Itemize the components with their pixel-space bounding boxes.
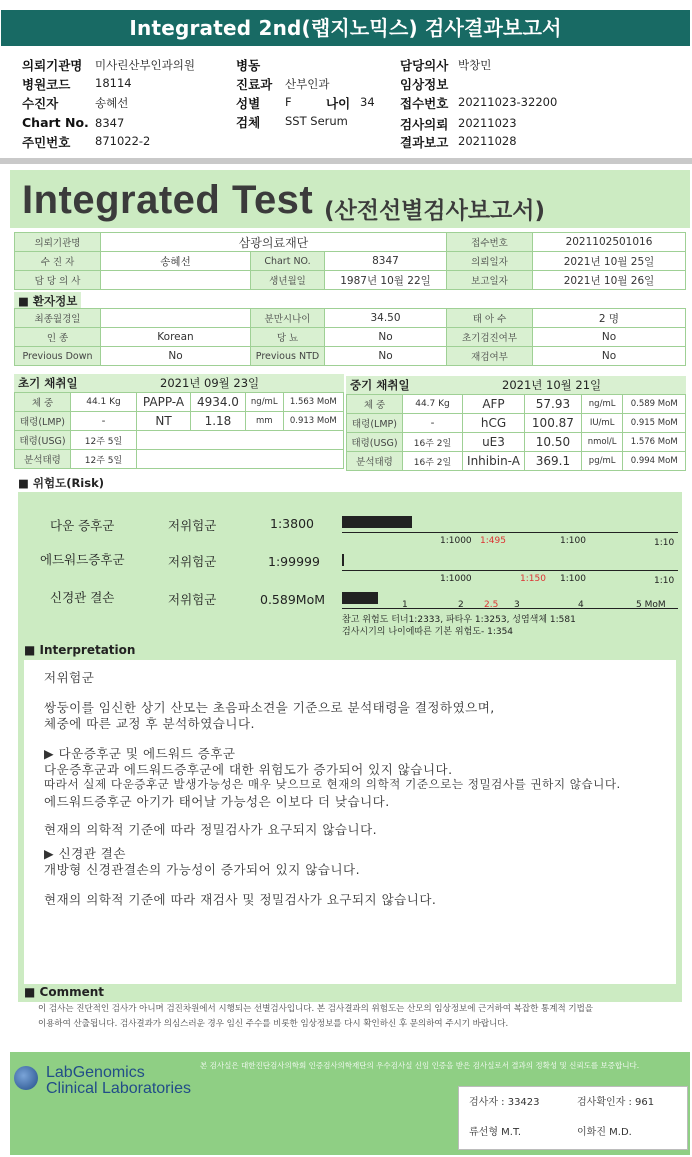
acc-value: 2021102501016 xyxy=(533,233,686,252)
second-analysis-label: 분석태령 xyxy=(347,452,403,471)
lmp-label: 최종월경일 xyxy=(15,309,101,328)
tester-name: 류선형 M.T. xyxy=(469,1127,522,1138)
dept-label: 진료과 xyxy=(236,77,273,92)
report-header xyxy=(0,0,692,52)
first-analysis-label: 분석태령 xyxy=(15,450,71,469)
risk-value-down: 1:3800 xyxy=(270,516,314,531)
receipt-value: 20211023-32200 xyxy=(458,95,558,109)
doctor-value2 xyxy=(101,271,251,290)
sex-label: 성별 xyxy=(236,96,261,111)
nt-name: NT xyxy=(137,412,191,431)
req-value: 2021년 10월 25일 xyxy=(533,252,686,271)
afp-unit: ng/mL xyxy=(581,395,623,414)
institution-label: 의뢰기관명 xyxy=(22,58,83,73)
dept-value: 산부인과 xyxy=(285,77,330,91)
scale2-t3: 1:10 xyxy=(654,576,675,586)
institution-value: 미사린산부인과의원 xyxy=(95,58,195,72)
interp-section-title: ■ Interpretation xyxy=(18,642,682,660)
id-value: 871022-2 xyxy=(95,134,151,148)
name-value: 송혜선 xyxy=(101,252,251,271)
second-analysis: 16주 2일 xyxy=(403,452,463,471)
first-table xyxy=(14,392,344,469)
chart-value: 8347 xyxy=(95,116,125,130)
chart-no-value: 8347 xyxy=(325,252,447,271)
certification-note: 본 검사실은 대한진단검사의학회 인증검사의학재단의 우수검사실 신임 인증을 받은 검사실로서 결과의 정확성 및 신뢰도를 보증합니다. xyxy=(200,1061,640,1070)
risk-name-edwards: 에드워드증후군 xyxy=(40,552,125,567)
interp-line: 따라서 실제 다운증후군 발생가능성은 매우 낮으므로 현재의 의학적 기준으로는 정밀검사를 권하지 않습니다. xyxy=(44,777,621,791)
age-value: 34 xyxy=(360,95,375,109)
risk-bar-ntd xyxy=(342,592,378,604)
risk-level-edwards: 저위험군 xyxy=(168,554,217,569)
age-label: 나이 xyxy=(326,96,351,111)
lab-footer xyxy=(10,1052,690,1155)
prevntd-label: Previous NTD xyxy=(251,347,325,366)
risk-level-ntd: 저위험군 xyxy=(168,592,217,607)
comment-section-title: ■ Comment xyxy=(18,984,682,1002)
first-weight: 44.1 Kg xyxy=(71,393,137,412)
nt-value: 1.18 xyxy=(191,412,246,431)
nt-unit: mm xyxy=(245,412,283,431)
papp-unit: ng/mL xyxy=(245,393,283,412)
risk-value-ntd: 0.589MoM xyxy=(260,592,326,607)
afp-name: AFP xyxy=(463,395,525,414)
interp-line: 에드워드증후군 아기가 태어날 가능성은 이보다 더 낮습니다. xyxy=(44,794,390,809)
scale1-t2: 1:100 xyxy=(560,536,586,546)
id-label: 주민번호 xyxy=(22,135,71,150)
interp-line: 저위험군 xyxy=(44,670,95,685)
comment-line: 이용하여 산출됩니다. 검사결과가 의심스러운 경우 임신 주수를 비롯한 임상정보를 다시 확인하신 후 문의하여 주시기 바랍니다. xyxy=(38,1019,509,1029)
papp-value: 4934.0 xyxy=(191,393,246,412)
ward-label: 병동 xyxy=(236,58,261,73)
scale2-t1: 1:150 xyxy=(520,574,546,584)
inhibin-name: Inhibin-A xyxy=(463,452,525,471)
papp-name: PAPP-A xyxy=(137,393,191,412)
fetus-label: 태 아 수 xyxy=(447,309,533,328)
info-table xyxy=(14,232,686,290)
clinical-label: 임상정보 xyxy=(400,77,449,92)
prevdown-label: Previous Down xyxy=(15,347,101,366)
report-title: Integrated Test xyxy=(22,178,314,222)
sex-value: F xyxy=(285,95,292,109)
scale3-t1: 2 xyxy=(458,600,464,610)
ue3-unit: nmol/L xyxy=(581,433,623,452)
afp-value: 57.93 xyxy=(525,395,582,414)
second-weight: 44.7 Kg xyxy=(403,395,463,414)
interp-line: ▶ 신경관 결손 xyxy=(44,846,126,861)
code-label: 병원코드 xyxy=(22,77,71,92)
report-subtitle: (산전선별검사보고서) xyxy=(324,198,545,224)
report-value: 20211028 xyxy=(458,134,517,148)
early-label: 초기검진여부 xyxy=(447,328,533,347)
risk-name-ntd: 신경관 결손 xyxy=(50,590,115,605)
hcg-value: 100.87 xyxy=(525,414,582,433)
doctor-label2: 담 당 의 사 xyxy=(15,271,101,290)
early-value: No xyxy=(533,328,686,347)
diabetes-value: No xyxy=(325,328,447,347)
name-label: 수 진 자 xyxy=(15,252,101,271)
receipt-label: 접수번호 xyxy=(400,96,449,111)
diabetes-label: 당 뇨 xyxy=(251,328,325,347)
code-value: 18114 xyxy=(95,76,132,90)
labgenomics-logo-icon xyxy=(14,1066,38,1090)
interp-line: 현재의 의학적 기준에 따라 정밀검사가 요구되지 않습니다. xyxy=(44,822,378,837)
request-label: 검사의뢰 xyxy=(400,117,449,132)
first-analysis: 12주 5일 xyxy=(71,450,137,469)
recheck-value: No xyxy=(533,347,686,366)
inhibin-value: 369.1 xyxy=(525,452,582,471)
risk-bar-down xyxy=(342,516,412,528)
second-date: 2021년 10월 21일 xyxy=(502,378,602,392)
inst-label: 의뢰기관명 xyxy=(15,233,101,252)
rep-label: 보고일자 xyxy=(447,271,533,290)
second-table xyxy=(346,394,686,471)
chart-no-label: Chart NO. xyxy=(251,252,325,271)
papp-mom: 1.563 MoM xyxy=(283,393,343,412)
interp-line: 체중에 따른 교정 후 분석하였습니다. xyxy=(44,716,255,731)
specimen-label: 검체 xyxy=(236,115,261,130)
ref-line1: 참고 위험도 터너1:2333, 파타우 1:3253, 성염색체 1:581 xyxy=(342,615,576,625)
doctor-value: 박창민 xyxy=(458,58,492,72)
ue3-mom: 1.576 MoM xyxy=(623,433,686,452)
scale2-t2: 1:100 xyxy=(560,574,586,584)
hcg-unit: IU/mL xyxy=(581,414,623,433)
age-birth-value: 34.50 xyxy=(325,309,447,328)
second-section-label: 중기 채취일 xyxy=(350,378,410,392)
request-value: 20211023 xyxy=(458,116,517,130)
first-lmp: - xyxy=(71,412,137,431)
inhibin-mom: 0.994 MoM xyxy=(623,452,686,471)
patient-label: 수진자 xyxy=(22,96,59,111)
signature-box xyxy=(458,1086,688,1150)
doctor-label: 담당의사 xyxy=(400,58,449,73)
second-lmp: - xyxy=(403,414,463,433)
divider xyxy=(0,158,692,164)
patient-table xyxy=(14,308,686,366)
first-usg: 12주 5일 xyxy=(71,431,137,450)
interp-line: 개방형 신경관결손의 가능성이 증가되어 있지 않습니다. xyxy=(44,862,361,877)
age-birth-label: 분만시나이 xyxy=(251,309,325,328)
confirmer-label: 검사확인자 : 961 xyxy=(577,1097,655,1108)
second-section xyxy=(346,376,686,394)
birth-value: 1987년 10월 22일 xyxy=(325,271,447,290)
scanned-report xyxy=(10,170,690,1155)
first-weight-label: 체 중 xyxy=(15,393,71,412)
scale3-t0: 1 xyxy=(402,600,408,610)
birth-label: 생년월일 xyxy=(251,271,325,290)
second-weight-label: 체 중 xyxy=(347,395,403,414)
inst-value: 삼광의료재단 xyxy=(101,233,447,252)
recheck-label: 재검여부 xyxy=(447,347,533,366)
acc-label: 접수번호 xyxy=(447,233,533,252)
risk-bar-edwards xyxy=(342,554,344,566)
interp-line: 쌍둥이를 임신한 상기 산모는 초음파소견을 기준으로 분석태령을 결정하였으며, xyxy=(44,700,495,715)
scale1-t0: 1:1000 xyxy=(440,536,472,546)
risk-level-down: 저위험군 xyxy=(168,518,217,533)
ue3-value: 10.50 xyxy=(525,433,582,452)
hcg-name: hCG xyxy=(463,414,525,433)
req-label: 의뢰일자 xyxy=(447,252,533,271)
chart-label: Chart No. xyxy=(22,115,89,130)
scale3-t3: 3 xyxy=(514,600,520,610)
scale3-t2: 2.5 xyxy=(484,600,499,610)
scale1-t3: 1:10 xyxy=(654,538,675,548)
second-lmp-label: 태령(LMP) xyxy=(347,414,403,433)
brand-subname: Clinical Laboratories xyxy=(46,1080,191,1097)
tester-label: 검사자 : 33423 xyxy=(469,1097,540,1108)
prevntd-value: No xyxy=(325,347,447,366)
brand-name: LabGenomics xyxy=(46,1064,145,1081)
inhibin-unit: pg/mL xyxy=(581,452,623,471)
ref-line2: 검사시기의 나이에따른 기본 위험도- 1:354 xyxy=(342,627,514,637)
race-value: Korean xyxy=(101,328,251,347)
first-section xyxy=(14,374,344,392)
page-title: Integrated 2nd(랩지노믹스) 검사결과보고서 xyxy=(1,10,690,46)
scale2-t0: 1:1000 xyxy=(440,574,472,584)
afp-mom: 0.589 MoM xyxy=(623,395,686,414)
interp-line: ▶ 다운증후군 및 에드워드 증후군 xyxy=(44,746,236,761)
scale3-t4: 4 xyxy=(578,600,584,610)
scale3-t5: 5 MoM xyxy=(636,600,666,610)
second-usg: 16주 2일 xyxy=(403,433,463,452)
report-label: 결과보고 xyxy=(400,135,449,150)
rep-value: 2021년 10월 26일 xyxy=(533,271,686,290)
patient-meta xyxy=(0,56,692,152)
nt-mom: 0.913 MoM xyxy=(283,412,343,431)
prevdown-value: No xyxy=(101,347,251,366)
scale1-t1: 1:495 xyxy=(480,536,506,546)
interp-line: 다운증후군과 에드워드증후군에 대한 위험도가 증가되어 있지 않습니다. xyxy=(44,762,453,777)
comment-panel xyxy=(18,1002,682,1050)
risk-name-down: 다운 증후군 xyxy=(50,518,115,533)
second-usg-label: 태령(USG) xyxy=(347,433,403,452)
first-section-label: 초기 채취일 xyxy=(18,376,78,390)
interpretation-panel xyxy=(18,660,682,984)
patient-section-title: ■ 환자정보 xyxy=(14,292,81,310)
comment-line: 이 검사는 진단적인 검사가 아니며 검진차원에서 시행되는 선별검사입니다. 본 검사결과의 위험도는 산모의 임상정보에 근거하여 복잡한 통계적 기법을 xyxy=(38,1004,594,1014)
interp-line: 현재의 의학적 기준에 따라 재검사 및 정밀검사가 요구되지 않습니다. xyxy=(44,892,437,907)
risk-section-title: ■ 위험도(Risk) xyxy=(18,476,104,490)
first-lmp-label: 태령(LMP) xyxy=(15,412,71,431)
first-usg-label: 태령(USG) xyxy=(15,431,71,450)
risk-panel xyxy=(18,492,682,642)
hcg-mom: 0.915 MoM xyxy=(623,414,686,433)
race-label: 인 종 xyxy=(15,328,101,347)
fetus-value: 2 명 xyxy=(533,309,686,328)
risk-value-edwards: 1:99999 xyxy=(268,554,320,569)
specimen-value: SST Serum xyxy=(285,114,348,128)
patient-value: 송혜선 xyxy=(95,96,129,110)
first-date: 2021년 09월 23일 xyxy=(160,376,260,390)
ue3-name: uE3 xyxy=(463,433,525,452)
confirmer-name: 이화진 M.D. xyxy=(577,1127,632,1138)
